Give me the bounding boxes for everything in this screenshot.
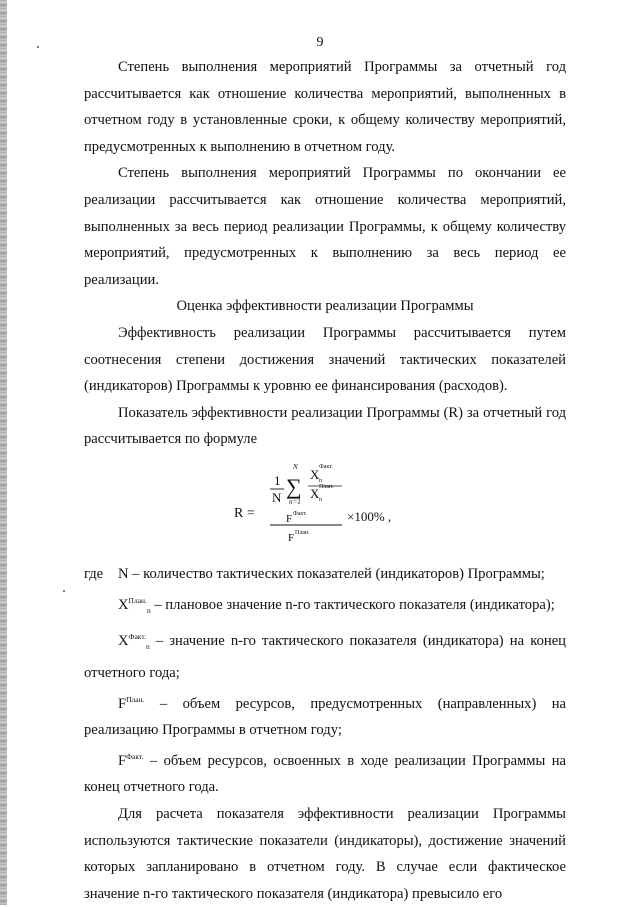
formula-sum-top: N	[293, 462, 298, 471]
section-heading: Оценка эффективности реализации Программы	[176, 298, 474, 315]
definition-x-fact-symbol: X	[118, 632, 129, 649]
definition-f-plan-sup: План.	[126, 694, 145, 704]
formula-times-100: ×100% ,	[347, 508, 392, 524]
definition-n	[84, 561, 566, 588]
definition-f-fact	[84, 744, 566, 801]
definition-x-plan-text: – плановое значение n-го тактического показателя (индикатора);	[150, 596, 555, 613]
definition-f-fact-symbol: F	[118, 752, 127, 769]
definition-f-plan	[84, 687, 566, 744]
formula-f-plan: F	[288, 531, 295, 544]
definition-f-fact-text: – объем ресурсов, освоенных в ходе реализации Программы на конец отчетного года.	[84, 752, 566, 796]
paragraph-formula-intro: Показатель эффективности реализации Программы (R) за отчетный год рассчитывается по формуле	[84, 404, 566, 448]
formula-f-fact: F	[286, 512, 293, 525]
formula-x-denominator-sub: n	[319, 496, 322, 503]
definition-x-plan	[84, 588, 566, 624]
formula-one: 1	[274, 472, 281, 488]
formula-x-denominator: X	[310, 485, 320, 501]
paragraph-calculation-note: Для расчета показателя эффективности реализации Программы используются тактические показатели (индикаторы), достижение значений которых запланировано в отчетном году. В случае если фактическое значение n-го тактического показателя (индикатора) превысило его	[84, 805, 566, 902]
definition-x-plan-symbol: X	[118, 596, 129, 613]
formula-lhs: R =	[234, 505, 255, 521]
definition-x-plan-sup: План.	[128, 595, 147, 605]
document-body	[84, 54, 566, 907]
formula-f-fact-sup: Факт.	[293, 510, 307, 517]
formula-sigma: ∑	[286, 473, 302, 499]
formula-x-numerator: X	[310, 466, 320, 482]
formula-sum-bottom: n=1	[289, 497, 301, 506]
page-number: 9	[316, 35, 324, 50]
formula-x-numerator-sub: n	[319, 477, 322, 484]
formula-f-plan-sup: План.	[295, 529, 310, 536]
definition-x-fact	[84, 624, 566, 687]
formula-x-denominator-sup: План.	[319, 483, 334, 490]
definition-f-plan-text: – объем ресурсов, предусмотренных (направленных) на реализацию Программы в отчетном году;	[84, 695, 566, 739]
formula-graphic	[234, 457, 434, 561]
formula-x-numerator-sup: Факт.	[319, 463, 333, 470]
paragraph-total-completion: Степень выполнения мероприятий Программы по окончании ее реализации рассчитывается как отношение количества мероприятий, выполненных за весь период реализации Программы, к общему количеству мероприятий, предусмотренных к выполнению за весь период ее реализации.	[84, 165, 566, 288]
definition-f-fact-sup: Факт.	[126, 751, 144, 761]
definition-x-plan-sub: n	[146, 605, 151, 615]
scan-edge-shadow	[0, 0, 7, 905]
definition-n-text: N – количество тактических показателей (индикаторов) Программы;	[118, 565, 545, 582]
efficiency-formula	[84, 457, 566, 561]
formula-n-denominator: N	[272, 489, 282, 505]
definition-x-fact-sub: n	[145, 641, 150, 651]
paragraph-annual-completion: Степень выполнения мероприятий Программы за отчетный год рассчитывается как отношение количества мероприятий, выполненных в отчетном году в установленные сроки, к общему количеству мероприятий, предусмотренных к выполнению в отчетном году.	[84, 59, 566, 155]
definition-where-word: где	[84, 565, 104, 582]
scan-speck	[63, 590, 65, 592]
paragraph-efficiency: Эффективность реализации Программы рассчитывается путем соотнесения степени достижения значений тактических показателей (индикаторов) Программы к уровню ее финансирования (расходов).	[84, 324, 566, 395]
definition-x-fact-text: – значение n-го тактического показателя (индикатора) на конец отчетного года;	[84, 632, 566, 682]
definitions-list	[84, 561, 566, 801]
definition-x-fact-sup: Факт.	[128, 631, 146, 641]
definition-f-plan-symbol: F	[118, 695, 127, 712]
